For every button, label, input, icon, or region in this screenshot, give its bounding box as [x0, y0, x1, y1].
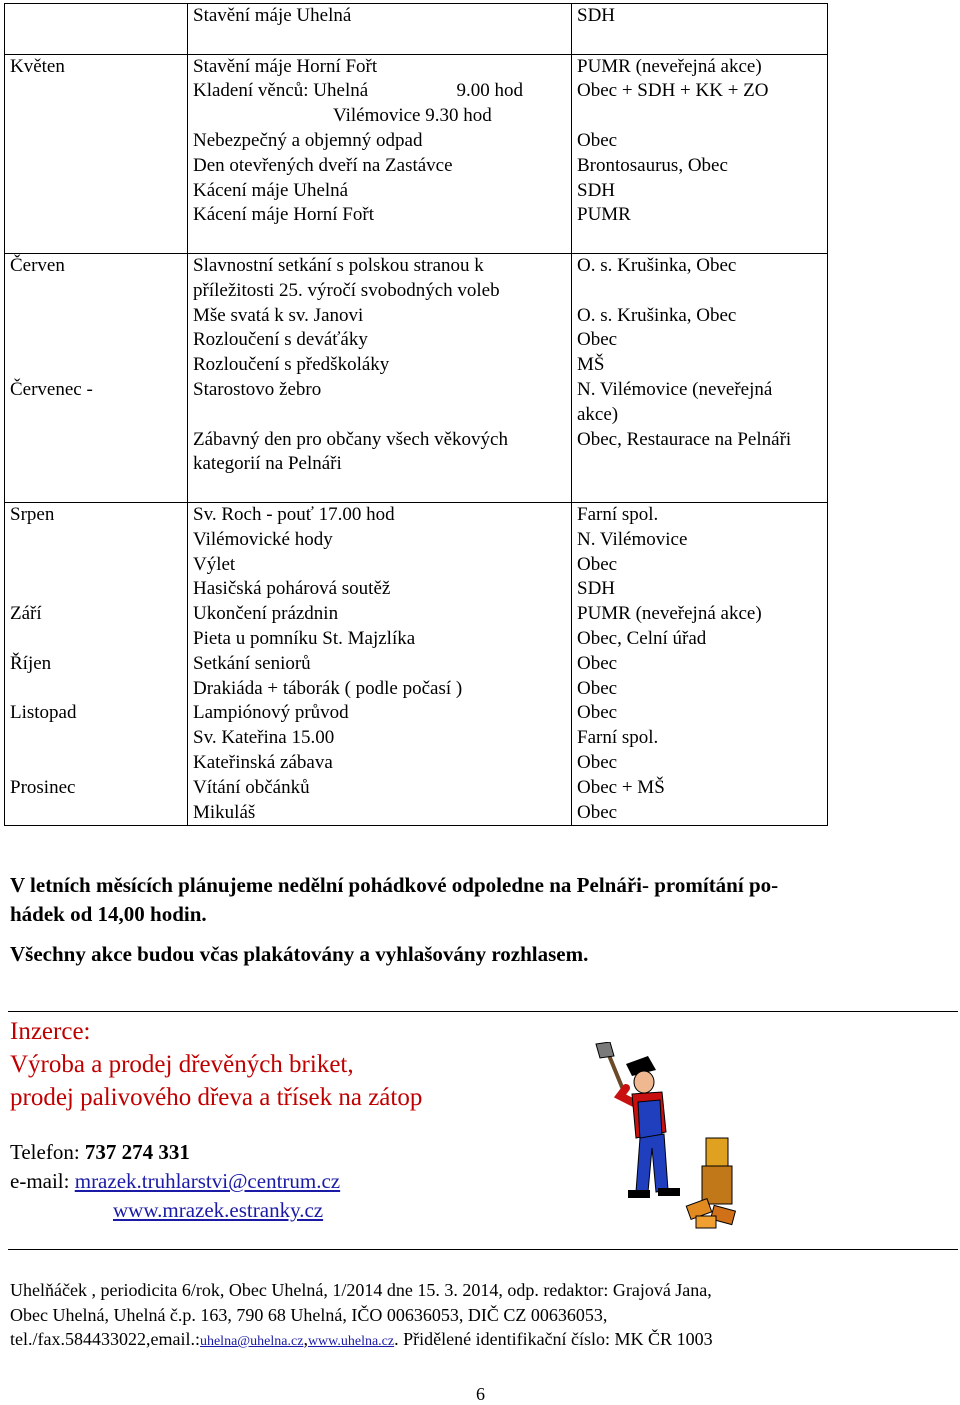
publication-footer — [10, 1278, 950, 1355]
event: Kácení máje Uhelná — [193, 179, 349, 201]
month-label: Říjen — [10, 652, 52, 674]
event: Pieta u pomníku St. Majzlíka — [193, 627, 416, 649]
schedule-row-aug-dec — [5, 502, 828, 825]
summer-note: V letních měsících plánujeme nedělní pohádkové odpoledne na Pelnáři- promítání po- — [10, 873, 779, 897]
organizer: SDH — [577, 578, 616, 600]
organizer: Obec — [577, 129, 618, 151]
organizer: Obec — [577, 702, 618, 724]
summer-note-cont: hádek od 14,00 hodin. — [10, 902, 207, 926]
footer-email-link[interactable]: uhelna@uhelna.cz — [199, 1334, 304, 1349]
event: Drakiáda + táborák ( podle počasí ) — [193, 677, 463, 699]
organizers-cell — [572, 4, 828, 55]
organizers-cell — [572, 253, 828, 502]
month-cell — [5, 4, 188, 55]
event: Sv. Kateřina 15.00 — [193, 727, 335, 749]
events-cell — [188, 4, 572, 55]
month-label: Květen — [10, 55, 65, 77]
event: Vilémovice 9.30 hod — [333, 105, 492, 127]
organizer: Obec — [577, 652, 618, 674]
month-label: Listopad — [10, 702, 77, 724]
organizer: Obec + MŠ — [577, 776, 665, 798]
organizer: Obec — [577, 801, 618, 823]
month-cell — [5, 54, 188, 253]
event: Kateřinská zábava — [193, 751, 333, 773]
event: Stavění máje Uhelná — [193, 5, 352, 26]
event: Ukončení prázdnin — [193, 603, 339, 625]
organizer: PUMR (neveřejná akce) — [577, 603, 762, 625]
event: Slavnostní setkání s polskou stranou k — [193, 254, 484, 276]
ad-email-link[interactable]: mrazek.truhlarstvi@centrum.cz — [74, 1169, 341, 1193]
month-label: Srpen — [10, 503, 55, 525]
event: Výlet — [193, 553, 236, 575]
footer-line-1: Uhelňáček , periodicita 6/rok, Obec Uhelná, 1/2014 dne 15. 3. 2014, odp. redaktor: Grajová Jana, — [10, 1280, 712, 1300]
event: příležitosti 25. výročí svobodných voleb — [193, 279, 500, 301]
event: Kladení věnců: Uhelná 9.00 hod — [193, 80, 523, 102]
organizer: akce) — [577, 403, 619, 425]
ad-email: e-mail: mrazek.truhlarstvi@centrum.cz — [10, 1169, 341, 1193]
events-cell — [188, 502, 572, 825]
month-label: Září — [10, 603, 42, 625]
page-number: 6 — [476, 1384, 485, 1404]
announcement-note: Všechny akce budou včas plakátovány a vyhlašovány rozhlasem. — [10, 942, 589, 966]
organizer: O. s. Krušinka, Obec — [577, 304, 737, 326]
organizers-cell — [572, 54, 828, 253]
organizer: N. Vilémovice — [577, 528, 688, 550]
month-label: Prosinec — [10, 776, 76, 798]
organizer: Farní spol. — [577, 727, 659, 749]
event: Rozloučení s předškoláky — [193, 354, 390, 376]
organizer: Obec, Restaurace na Pelnáři — [577, 428, 792, 450]
organizer: SDH — [577, 5, 616, 26]
month-cell — [5, 502, 188, 825]
organizer: Obec, Celní úřad — [577, 627, 707, 649]
event: Lampiónový průvod — [193, 702, 349, 724]
organizers-cell — [572, 502, 828, 825]
event: Hasičská pohárová soutěž — [193, 578, 391, 600]
month-cell — [5, 253, 188, 502]
footer-line-2: Obec Uhelná, Uhelná č.p. 163, 790 68 Uhelná, IČO 00636053, DIČ CZ 00636053, — [10, 1304, 608, 1325]
month-label: Červenec - — [10, 378, 93, 400]
month-label: Červen — [10, 254, 65, 276]
divider — [8, 1249, 958, 1250]
ad-heading: Inzerce: — [10, 1018, 91, 1045]
organizer: PUMR — [577, 204, 631, 226]
woodcutter-icon — [566, 1042, 736, 1232]
ad-line-1: Výroba a prodej dřevěných briket, — [10, 1051, 354, 1078]
ad-web-link[interactable]: www.mrazek.estranky.cz — [113, 1198, 324, 1222]
divider — [8, 1011, 958, 1012]
event: Den otevřených dveří na Zastávce — [193, 154, 453, 176]
schedule-row-june-july — [5, 253, 828, 502]
event: Nebezpečný a objemný odpad — [193, 129, 423, 151]
event: Sv. Roch - pouť 17.00 hod — [193, 503, 395, 525]
organizer: SDH — [577, 179, 616, 201]
event: Rozloučení s deváťáky — [193, 329, 368, 351]
event: Stavění máje Horní Fořt — [193, 55, 378, 77]
schedule-row-may — [5, 54, 828, 253]
organizer: Obec — [577, 677, 618, 699]
event: Zábavný den pro občany všech věkových — [193, 428, 508, 450]
organizer: N. Vilémovice (neveřejná — [577, 378, 773, 400]
event: Mše svatá k sv. Janovi — [193, 304, 364, 326]
ad-web — [113, 1196, 323, 1225]
footer-line-3: tel./fax.584433022,email.:uhelna@uhelna.cz,www.uhelna.cz. Přidělené identifikační číslo: MK ČR 1003 — [10, 1329, 713, 1349]
organizer: MŠ — [577, 354, 605, 376]
organizer: O. s. Krušinka, Obec — [577, 254, 737, 276]
event: kategorií na Pelnáři — [193, 453, 342, 475]
organizer: Obec — [577, 329, 618, 351]
events-schedule-table — [4, 3, 828, 826]
event: Vítání občánků — [193, 776, 310, 798]
ad-line-2: prodej palivového dřeva a třísek na zátop — [10, 1084, 423, 1111]
footer-web-link[interactable]: www.uhelna.cz — [307, 1334, 395, 1349]
organizer: Obec — [577, 553, 618, 575]
organizer: PUMR (neveřejná akce) — [577, 55, 762, 77]
schedule-row-may-build — [5, 4, 828, 55]
event: Mikuláš — [193, 801, 256, 823]
events-cell — [188, 253, 572, 502]
ad-phone: Telefon: 737 274 331 — [10, 1140, 190, 1164]
organizer: Obec + SDH + KK + ZO — [577, 80, 769, 102]
organizer — [577, 104, 822, 129]
organizer: Obec — [577, 751, 618, 773]
event: Kácení máje Horní Fořt — [193, 204, 374, 226]
event: Setkání seniorů — [193, 652, 311, 674]
event: Vilémovické hody — [193, 528, 333, 550]
events-cell — [188, 54, 572, 253]
organizer: Farní spol. — [577, 503, 659, 525]
event: Starostovo žebro — [193, 378, 322, 400]
organizer: Brontosaurus, Obec — [577, 154, 728, 176]
